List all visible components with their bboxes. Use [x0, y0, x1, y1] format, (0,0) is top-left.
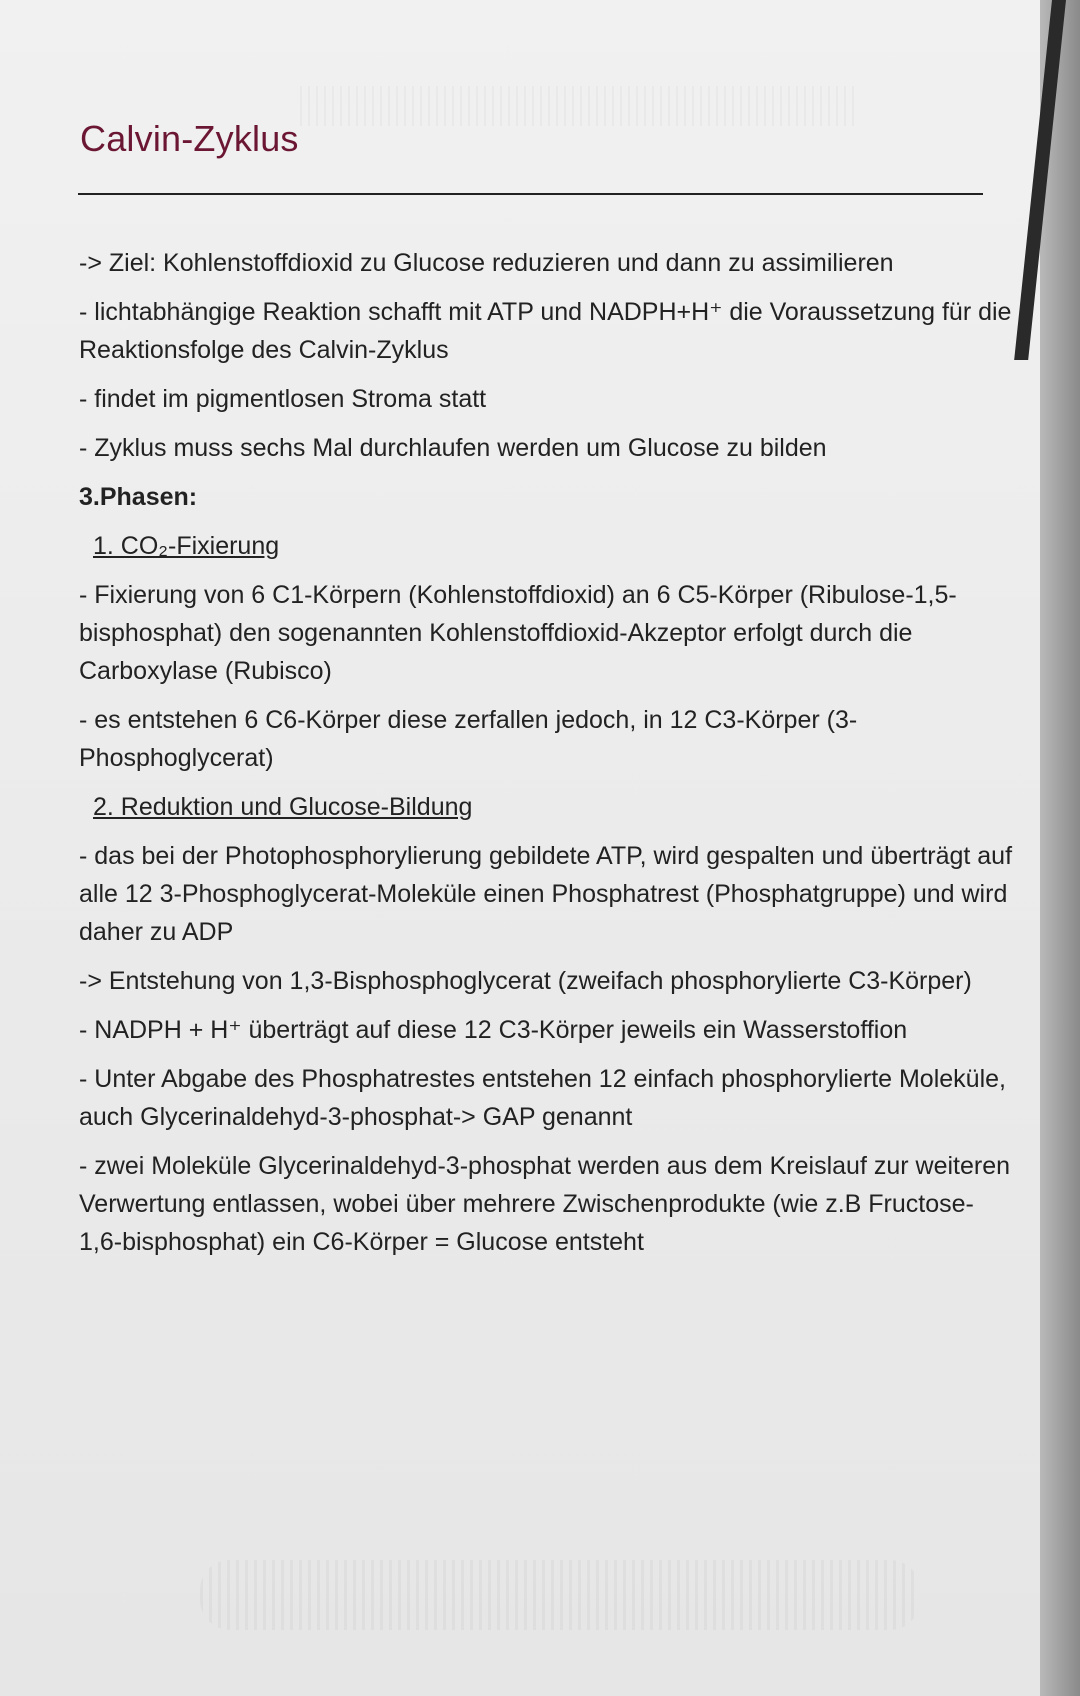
page-title: Calvin-Zyklus — [80, 118, 299, 159]
phase2-point: - das bei der Photophosphorylierung gebildete ATP, wird gespalten und überträgt auf alle 12 3-Phosphoglycerat-Moleküle einen Phosphatrest (Phosphatgruppe) und wird daher zu ADP — [79, 842, 1013, 946]
phase2-point: - NADPH + H⁺ überträgt auf diese 12 C3-Körper jeweils ein Wasserstoffion — [79, 1016, 908, 1044]
background-edge — [1040, 0, 1080, 1696]
phase2-point: - Unter Abgabe des Phosphatrestes entstehen 12 einfach phosphorylierte Moleküle, auch Glycerinaldehyd-3-phosphat-> GAP genannt — [79, 1065, 1006, 1131]
phase2-point: - zwei Moleküle Glycerinaldehyd-3-phosphat werden aus dem Kreislauf zur weiteren Verwertung entlassen, wobei über mehrere Zwischenprodukte (wie z.B Fructose-1,6-bisphosphat) ein C6-Körper = Glucose entsteht — [79, 1152, 1011, 1256]
intro-light-reaction: - lichtabhängige Reaktion schafft mit ATP und NADPH+H⁺ die Voraussetzung für die Reaktionsfolge des Calvin-Zyklus — [79, 298, 1012, 364]
phase1-point: - Fixierung von 6 C1-Körpern (Kohlenstoffdioxid) an 6 C5-Körper (Ribulose-1,5-bisphosphat) den sogenannten Kohlenstoffdioxid-Akzeptor erfolgt durch die Carboxylase (Rubisco) — [79, 581, 957, 685]
print-smudge-top — [300, 86, 860, 126]
intro-cycles: - Zyklus muss sechs Mal durchlaufen werden um Glucose zu bilden — [79, 434, 827, 462]
phase2-heading: 2. Reduktion und Glucose-Bildung — [93, 793, 473, 821]
phases-heading: 3.Phasen: — [79, 483, 198, 511]
title-underline — [78, 193, 983, 195]
phase1-point: - es entstehen 6 C6-Körper diese zerfallen jedoch, in 12 C3-Körper (3-Phosphoglycerat) — [79, 706, 858, 772]
intro-goal: -> Ziel: Kohlenstoffdioxid zu Glucose reduzieren und dann zu assimilieren — [79, 249, 894, 277]
document-body — [79, 244, 1014, 1272]
intro-location: - findet im pigmentlosen Stroma statt — [79, 385, 487, 413]
print-smudge-bottom — [200, 1560, 920, 1630]
phase1-heading: 1. CO₂-Fixierung — [93, 532, 280, 560]
phase2-point: -> Entstehung von 1,3-Bisphosphoglycerat (zweifach phosphorylierte C3-Körper) — [79, 967, 972, 995]
